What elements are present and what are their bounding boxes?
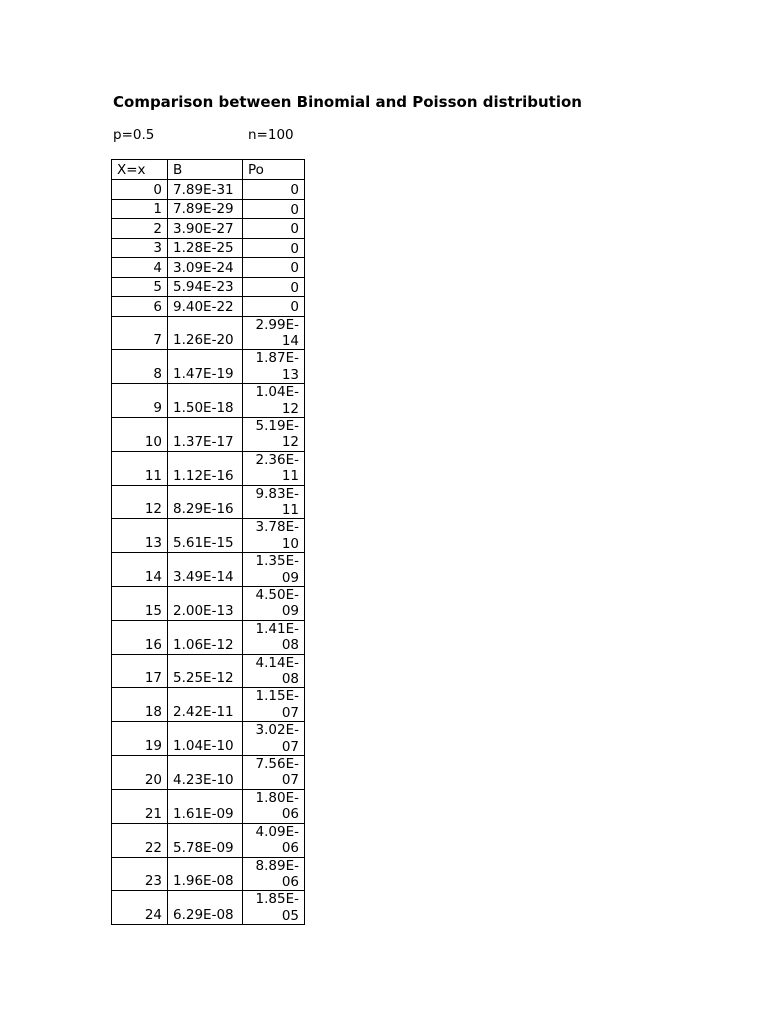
cell-poisson-line: 08 (281, 637, 299, 654)
cell-poisson (243, 180, 305, 200)
cell-binomial: 1.06E-12 (168, 620, 243, 654)
cell-poisson-line: 14 (281, 332, 299, 349)
cell-poisson (243, 199, 305, 219)
table-row (112, 384, 305, 418)
cell-x: 15 (112, 587, 168, 621)
cell-binomial: 5.94E-23 (168, 277, 243, 297)
cell-x: 1 (112, 199, 168, 219)
cell-poisson-line: 3.02E- (255, 722, 299, 739)
cell-x: 5 (112, 277, 168, 297)
table-row (112, 485, 305, 519)
cell-x: 12 (112, 485, 168, 519)
param-n: n=100 (248, 127, 294, 143)
cell-x: 14 (112, 553, 168, 587)
cell-poisson-line: 1.41E- (255, 620, 299, 637)
cell-poisson-line: 0 (290, 182, 299, 199)
cell-poisson-line: 07 (281, 738, 299, 755)
header-x: X=x (112, 160, 168, 180)
table-row (112, 756, 305, 790)
table-row (112, 823, 305, 857)
cell-poisson (243, 384, 305, 418)
cell-poisson-line: 0 (290, 240, 299, 257)
cell-poisson-line: 3.78E- (255, 519, 299, 536)
cell-poisson (243, 277, 305, 297)
cell-poisson-line: 13 (281, 366, 299, 383)
cell-poisson (243, 297, 305, 317)
cell-poisson (243, 553, 305, 587)
cell-poisson (243, 238, 305, 258)
header-b: B (168, 160, 243, 180)
table-row (112, 219, 305, 239)
cell-x: 2 (112, 219, 168, 239)
cell-poisson-line: 12 (281, 434, 299, 451)
cell-x: 24 (112, 891, 168, 925)
cell-poisson-line: 06 (281, 806, 299, 823)
cell-x: 22 (112, 823, 168, 857)
cell-poisson (243, 823, 305, 857)
cell-binomial: 1.28E-25 (168, 238, 243, 258)
cell-poisson-line: 11 (281, 468, 299, 485)
cell-poisson-line: 1.04E- (255, 384, 299, 401)
cell-x: 10 (112, 417, 168, 451)
cell-poisson-line: 1.80E- (255, 789, 299, 806)
cell-x: 17 (112, 654, 168, 688)
cell-binomial: 1.26E-20 (168, 316, 243, 350)
table-row (112, 654, 305, 688)
cell-x: 18 (112, 688, 168, 722)
cell-binomial: 3.49E-14 (168, 553, 243, 587)
cell-poisson-line: 06 (281, 840, 299, 857)
cell-x: 0 (112, 180, 168, 200)
cell-poisson-line: 08 (281, 671, 299, 688)
cell-x: 13 (112, 519, 168, 553)
table-row (112, 789, 305, 823)
cell-binomial: 5.25E-12 (168, 654, 243, 688)
cell-binomial: 3.09E-24 (168, 258, 243, 278)
cell-poisson (243, 756, 305, 790)
table-body (112, 160, 305, 925)
cell-poisson-line: 0 (290, 221, 299, 238)
cell-binomial: 1.96E-08 (168, 857, 243, 891)
cell-poisson-line: 9.83E- (255, 485, 299, 502)
cell-x: 20 (112, 756, 168, 790)
cell-poisson-line: 12 (281, 400, 299, 417)
cell-binomial: 4.23E-10 (168, 756, 243, 790)
table-row (112, 553, 305, 587)
cell-x: 6 (112, 297, 168, 317)
cell-poisson (243, 485, 305, 519)
cell-x: 3 (112, 238, 168, 258)
cell-binomial: 6.29E-08 (168, 891, 243, 925)
cell-poisson (243, 519, 305, 553)
cell-poisson (243, 654, 305, 688)
cell-x: 11 (112, 451, 168, 485)
cell-poisson (243, 316, 305, 350)
cell-poisson (243, 587, 305, 621)
table-header-row (112, 160, 305, 180)
cell-poisson-line: 11 (281, 501, 299, 518)
table-row (112, 519, 305, 553)
cell-poisson (243, 891, 305, 925)
table-row (112, 258, 305, 278)
cell-poisson-line: 1.15E- (255, 688, 299, 705)
cell-poisson-line: 05 (281, 907, 299, 924)
cell-poisson-line: 07 (281, 772, 299, 789)
cell-x: 23 (112, 857, 168, 891)
cell-poisson (243, 857, 305, 891)
cell-poisson-line: 4.09E- (255, 823, 299, 840)
cell-x: 8 (112, 350, 168, 384)
table-row (112, 277, 305, 297)
cell-poisson-line: 09 (281, 569, 299, 586)
cell-poisson-line: 10 (281, 535, 299, 552)
distribution-table (111, 159, 305, 925)
cell-poisson-line: 09 (281, 603, 299, 620)
table-row (112, 451, 305, 485)
cell-binomial: 1.47E-19 (168, 350, 243, 384)
cell-poisson-line: 7.56E- (255, 756, 299, 773)
cell-poisson-line: 0 (290, 201, 299, 218)
table-row (112, 417, 305, 451)
cell-poisson (243, 688, 305, 722)
cell-poisson-line: 0 (290, 299, 299, 316)
cell-poisson-line: 07 (281, 704, 299, 721)
cell-binomial: 7.89E-31 (168, 180, 243, 200)
table-row (112, 350, 305, 384)
table-row (112, 199, 305, 219)
cell-binomial: 5.78E-09 (168, 823, 243, 857)
table-row (112, 857, 305, 891)
cell-poisson (243, 258, 305, 278)
cell-x: 16 (112, 620, 168, 654)
cell-x: 19 (112, 722, 168, 756)
table-row (112, 316, 305, 350)
cell-poisson (243, 417, 305, 451)
cell-binomial: 3.90E-27 (168, 219, 243, 239)
cell-binomial: 2.00E-13 (168, 587, 243, 621)
cell-poisson (243, 722, 305, 756)
cell-binomial: 1.04E-10 (168, 722, 243, 756)
cell-binomial: 8.29E-16 (168, 485, 243, 519)
cell-x: 9 (112, 384, 168, 418)
param-p: p=0.5 (113, 127, 155, 143)
table-row (112, 891, 305, 925)
cell-poisson-line: 1.35E- (255, 553, 299, 570)
cell-binomial: 1.12E-16 (168, 451, 243, 485)
cell-poisson-line: 2.99E- (255, 316, 299, 333)
page-title: Comparison between Binomial and Poisson distribution (113, 93, 582, 111)
cell-x: 4 (112, 258, 168, 278)
table-row (112, 722, 305, 756)
cell-poisson-line: 4.50E- (255, 587, 299, 603)
cell-binomial: 9.40E-22 (168, 297, 243, 317)
cell-poisson-line: 0 (290, 260, 299, 277)
table-row (112, 620, 305, 654)
cell-poisson (243, 219, 305, 239)
table-row (112, 688, 305, 722)
cell-poisson-line: 5.19E- (255, 417, 299, 434)
cell-binomial: 7.89E-29 (168, 199, 243, 219)
cell-poisson-line: 4.14E- (255, 654, 299, 671)
cell-poisson-line: 2.36E- (255, 451, 299, 468)
cell-poisson-line: 8.89E- (255, 857, 299, 874)
cell-poisson (243, 789, 305, 823)
header-po: Po (243, 160, 305, 180)
cell-poisson-line: 1.87E- (255, 350, 299, 367)
table-row (112, 297, 305, 317)
cell-poisson-line: 06 (281, 873, 299, 890)
cell-poisson-line: 1.85E- (255, 891, 299, 908)
table-row (112, 180, 305, 200)
cell-poisson (243, 620, 305, 654)
cell-binomial: 1.50E-18 (168, 384, 243, 418)
cell-poisson (243, 451, 305, 485)
cell-binomial: 5.61E-15 (168, 519, 243, 553)
table-row (112, 238, 305, 258)
cell-binomial: 1.61E-09 (168, 789, 243, 823)
cell-x: 7 (112, 316, 168, 350)
cell-poisson-line: 0 (290, 279, 299, 296)
cell-poisson (243, 350, 305, 384)
cell-binomial: 2.42E-11 (168, 688, 243, 722)
cell-binomial: 1.37E-17 (168, 417, 243, 451)
table-row (112, 587, 305, 621)
cell-x: 21 (112, 789, 168, 823)
